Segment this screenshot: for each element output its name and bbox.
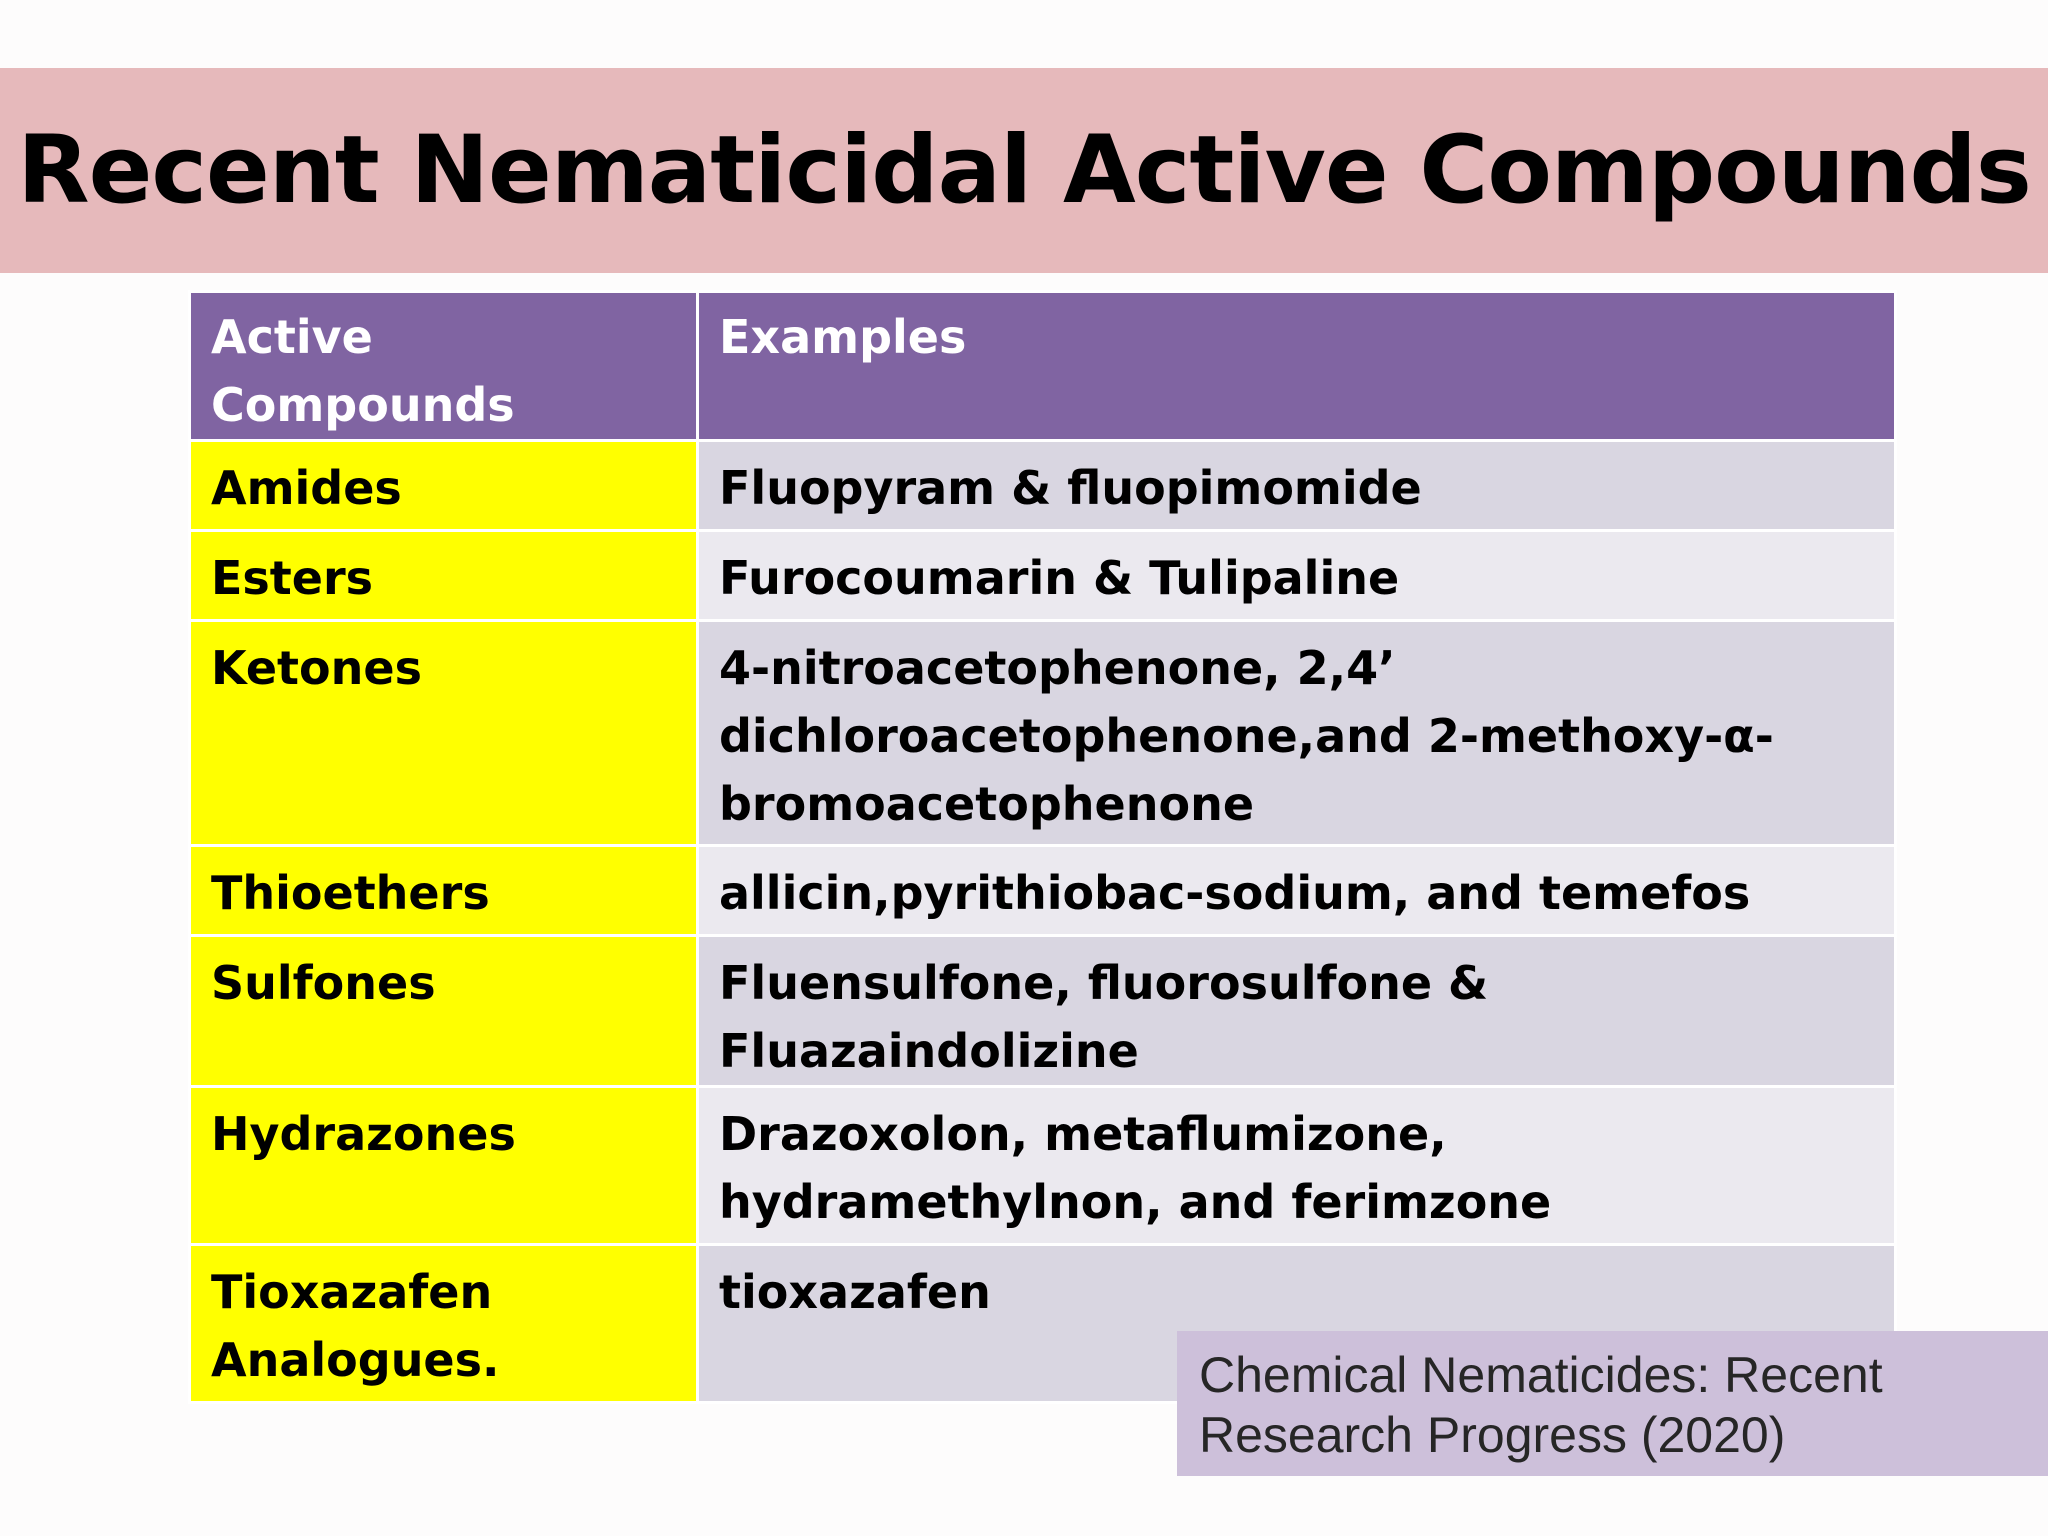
- examples-cell: Drazoxolon, metaflumizone, hydramethylnon, and ferimzone: [698, 1087, 1896, 1245]
- compound-cell: Hydrazones: [190, 1087, 698, 1245]
- table-header-row: [190, 292, 1896, 441]
- compound-cell: Ketones: [190, 621, 698, 846]
- table-row: [190, 936, 1896, 1087]
- table-row: [190, 531, 1896, 621]
- examples-cell: Furocoumarin & Tulipaline: [698, 531, 1896, 621]
- table-row: [190, 1087, 1896, 1245]
- compound-cell: Esters: [190, 531, 698, 621]
- table-row: [190, 846, 1896, 936]
- compounds-table: [188, 290, 1897, 1404]
- examples-cell: Fluopyram & fluopimomide: [698, 441, 1896, 531]
- examples-cell: tioxazafen: [698, 1245, 1896, 1403]
- examples-cell: allicin,pyrithiobac-sodium, and temefos: [698, 846, 1896, 936]
- examples-cell: Fluensulfone, fluorosulfone & Fluazaindolizine: [698, 936, 1896, 1087]
- slide-title: Recent Nematicidal Active Compounds: [17, 116, 2031, 225]
- citation-text: Chemical Nematicides: Recent Research Progress (2020): [1199, 1347, 1883, 1463]
- header-examples: Examples: [698, 292, 1896, 441]
- title-banner: [0, 68, 2048, 273]
- table-row: [190, 621, 1896, 846]
- citation-box: [1177, 1331, 2048, 1476]
- table-row: [190, 441, 1896, 531]
- header-active-compounds: Active Compounds: [190, 292, 698, 441]
- compound-cell: Thioethers: [190, 846, 698, 936]
- compound-cell: Tioxazafen Analogues.: [190, 1245, 698, 1403]
- examples-cell: 4-nitroacetophenone, 2,4’ dichloroacetophenone,and 2-methoxy-α-bromoacetophenone: [698, 621, 1896, 846]
- compound-cell: Amides: [190, 441, 698, 531]
- compound-cell: Sulfones: [190, 936, 698, 1087]
